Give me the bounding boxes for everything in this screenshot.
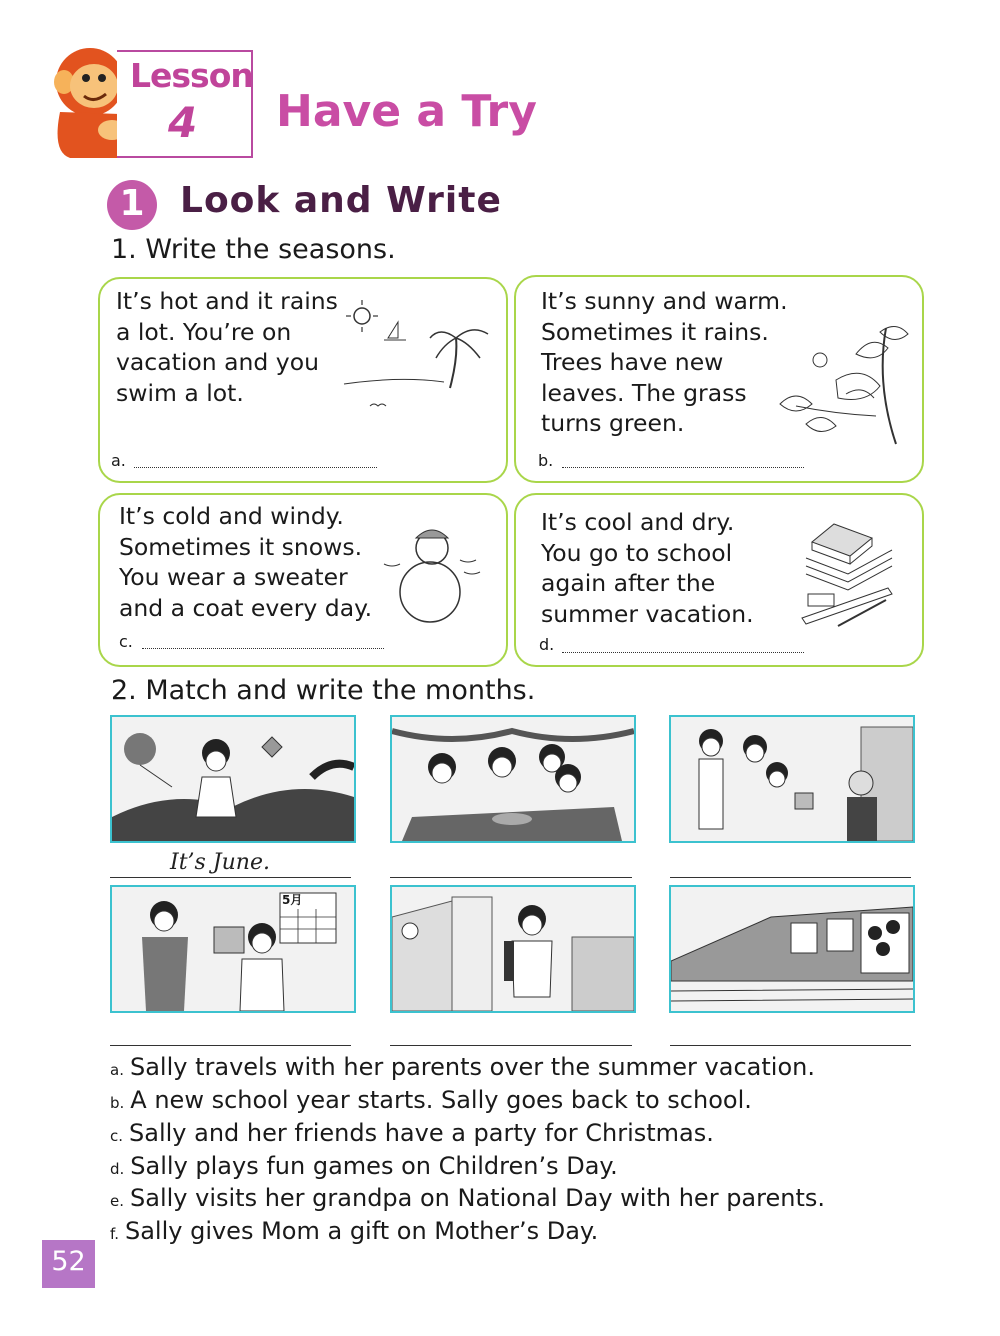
answer-letter-a: a. <box>111 451 126 470</box>
option-f: f. Sally gives Mom a gift on Mother’s Day. <box>110 1217 599 1245</box>
answer-letter-c: c. <box>119 632 133 651</box>
answer-blank-4[interactable] <box>110 1045 351 1046</box>
answer-line-c[interactable] <box>142 648 384 649</box>
season-card-a-text: It’s hot and it rains a lot. You’re on vacation and you swim a lot. <box>116 287 338 407</box>
answer-letter-b: b. <box>538 451 554 470</box>
calendar-label: 5月 <box>282 893 303 907</box>
season-card-b-text: It’s sunny and warm. Sometimes it rains. Trees have new leaves. The grass turns green. <box>541 287 788 437</box>
books-icon <box>798 518 902 630</box>
answer-line-d[interactable] <box>562 652 804 653</box>
season-card-c-text: It’s cold and windy. Sometimes it snows. You wear a sweater and a coat every day. <box>119 502 373 622</box>
scene-christmas-party <box>390 715 636 843</box>
option-b: b. A new school year starts. Sally goes back to school. <box>110 1086 752 1114</box>
question-1-heading: 1. Write the seasons. <box>111 234 396 265</box>
answer-blank-3[interactable] <box>670 877 911 878</box>
answer-blank-2[interactable] <box>390 877 632 878</box>
scene-back-to-school <box>390 885 636 1013</box>
answer-line-b[interactable] <box>562 467 804 468</box>
section-number: 1 <box>119 183 145 224</box>
question-2-heading: 2. Match and write the months. <box>111 675 536 706</box>
page-title: Have a Try <box>276 86 537 137</box>
scene-mothers-day <box>110 885 356 1013</box>
option-e: e. Sally visits her grandpa on National Day with her parents. <box>110 1184 825 1212</box>
answer-blank-5[interactable] <box>390 1045 632 1046</box>
bird-nest-icon <box>776 324 912 450</box>
answer-letter-d: d. <box>539 635 555 654</box>
answer-blank-1[interactable] <box>110 877 351 878</box>
option-c: c. Sally and her friends have a party for Christmas. <box>110 1119 714 1147</box>
section-title: Look and Write <box>180 180 502 221</box>
season-card-d-text: It’s cool and dry. You go to school again after the summer vacation. <box>541 508 754 628</box>
example-answer: It’s June. <box>170 850 270 875</box>
beach-icon <box>340 298 490 418</box>
snowman-icon <box>380 520 490 624</box>
lesson-label: Lesson <box>130 56 253 95</box>
scene-summer-travel <box>669 885 915 1013</box>
option-a: a. Sally travels with her parents over the summer vacation. <box>110 1053 815 1081</box>
option-d: d. Sally plays fun games on Children’s Day. <box>110 1152 618 1180</box>
page-number: 52 <box>51 1246 86 1277</box>
answer-line-a[interactable] <box>134 467 377 468</box>
answer-blank-6[interactable] <box>670 1045 911 1046</box>
lesson-number: 4 <box>168 98 198 147</box>
scene-childrens-day <box>110 715 356 843</box>
scene-visit-grandpa <box>669 715 915 843</box>
